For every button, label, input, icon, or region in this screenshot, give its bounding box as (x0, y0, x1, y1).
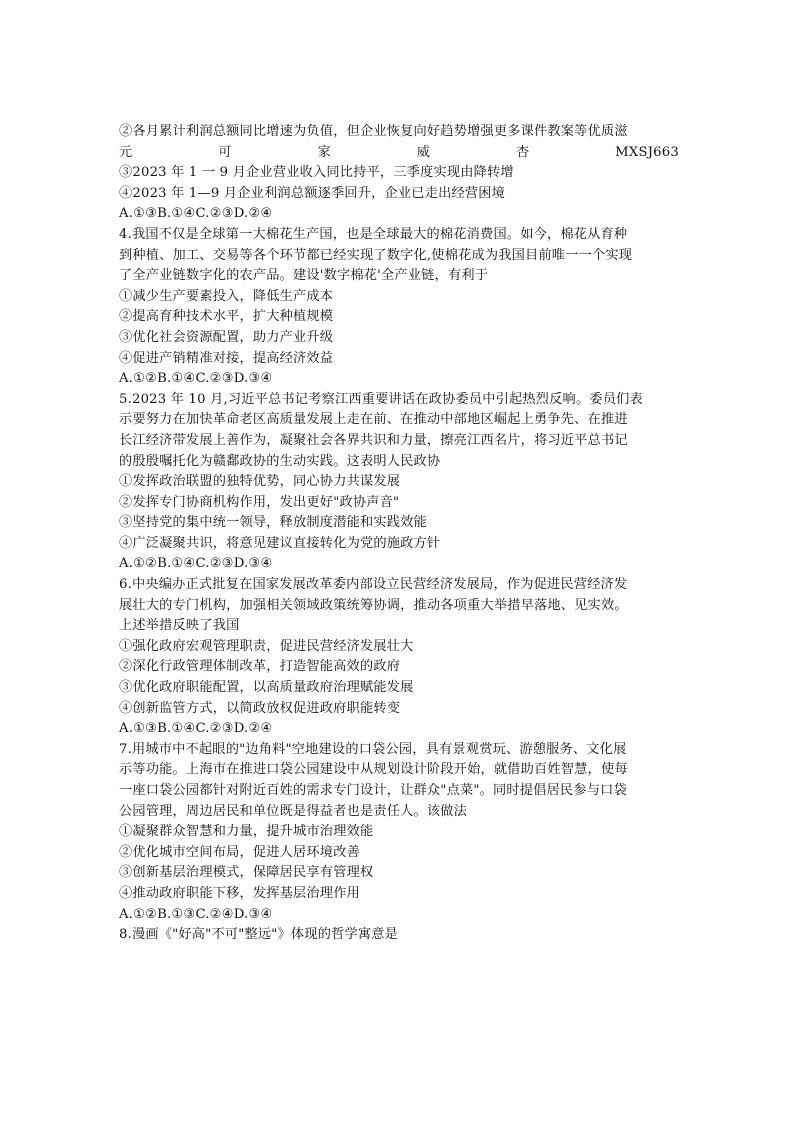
q7-option-1: ①凝聚群众智慧和力量，提升城市治理效能 (119, 824, 374, 840)
q6-stem-line: 上述举措反映了我国 (119, 618, 240, 634)
q4-stem-line: 到种植、加工、交易等各个环节都已经实现了数字化,使棉花成为我国目前唯一一个实现 (119, 247, 633, 263)
watermark-word: 威 (416, 144, 431, 160)
question-8 (119, 925, 679, 946)
q5-answer-choices: A.①②B.①④C.②③D.③④ (119, 556, 273, 572)
q5-option-4: ④广泛凝聚共识，将意见建议直接转化为党的施政方针 (119, 535, 441, 551)
watermark-word: 可 (218, 144, 232, 160)
q6-stem-line: 展壮大的专门机构，加强相关领域政策统筹协调，推动各项重大举措早落地、见实效。 (119, 597, 628, 613)
q4-answer-choices: A.①②B.①④C.②③D.③④ (119, 371, 273, 387)
q7-stem-line: 示等功能。上海市在推进口袋公园建设中从规划设计阶段开始，就借助百姓智慧，使每 (119, 762, 628, 778)
watermark-word: 杏 (515, 144, 530, 160)
q8-stem: 8.漫画《"好高"不可"整远"》体现的哲学寓意是 (119, 927, 399, 943)
watermark-word: MXSJ663 (615, 144, 679, 160)
q7-answer-choices: A.①②B.①③C.②④D.③④ (119, 906, 273, 922)
q3-option-4: ④2023 年 1—9 月企业利润总额逐季回升，企业已走出经营困境 (119, 185, 506, 201)
q7-option-4: ④推动政府职能下移，发挥基层治理作用 (119, 885, 360, 901)
question-7 (119, 740, 679, 925)
q5-stem-line: 示要努力在加快革命老区高质量发展上走在前、在推动中部地区崛起上勇争先、在推进 (119, 412, 628, 428)
q6-option-1: ①强化政府宏观管理职责，促进民营经济发展壮大 (119, 638, 414, 654)
q4-option-1: ①减少生产要素投入，降低生产成本 (119, 288, 334, 304)
q5-stem-line: 5.2023 年 10 月,习近平总书记考察江西重要讲话在政协委员中引起热烈反响。委员们表 (119, 391, 643, 407)
q6-option-3: ③优化政府职能配置，以高质量政府治理赋能发展 (119, 680, 414, 696)
q6-answer-choices: A.①③B.①④C.②③D.②④ (119, 721, 273, 737)
q6-option-2: ②深化行政管理体制改革，打造智能高效的政府 (119, 659, 401, 675)
q3-option-3: ③2023 年 1 一 9 月企业营业收入同比持平，三季度实现由降转增 (119, 165, 514, 181)
watermark-word: 元 (119, 144, 133, 160)
question-4 (119, 225, 679, 390)
q4-option-4: ④促进产销精准对接，提高经济效益 (119, 350, 334, 366)
document-page (119, 122, 679, 946)
question-6 (119, 575, 679, 740)
q5-stem-line: 长江经济带发展上善作为，凝聚社会各界共识和力量，擦亮江西名片，将习近平总书记 (119, 432, 628, 448)
q5-option-3: ③坚持党的集中统一领导，释放制度潜能和实践效能 (119, 515, 427, 531)
q4-stem-line: 4.我国不仅是全球第一大棉花生产国，也是全球最大的棉花消费国。如今，棉花从育种 (119, 226, 628, 242)
q4-stem-line: 了全产业链数字化的农产品。建设'数字棉花'全产业链，有利于 (119, 268, 489, 284)
watermark-line (119, 143, 679, 164)
q7-option-2: ②优化城市空间布局，促进人居环境改善 (119, 844, 360, 860)
watermark-word: 家 (317, 144, 331, 160)
q7-stem-line: 7.用城市中不起眼的"边角料"空地建设的口袋公园，具有景观赏玩、游憩服务、文化展 (119, 741, 627, 757)
question-3-tail (119, 122, 679, 225)
q5-option-1: ①发挥政治联盟的独特优势，同心协力共谋发展 (119, 474, 401, 490)
q6-stem-line: 6.中央编办正式批复在国家发展改革委内部设立民营经济发展局，作为促进民营经济发 (119, 577, 628, 593)
q4-option-2: ②提高育种技术水平，扩大种植规模 (119, 309, 334, 325)
q7-stem-line: 一座口袋公园都针对附近百姓的需求专门设计，让群众"点菜"。同时提倡居民参与口袋 (119, 783, 627, 798)
q3-answer-choices: A.①③B.①④C.②③D.②④ (119, 206, 273, 222)
q5-stem-line: 的殷殷嘱托化为赣鄱政协的生动实践。这表明人民政协 (119, 453, 441, 469)
q6-option-4: ④创新监管方式，以简政放权促进政府职能转变 (119, 700, 401, 716)
q3-option-2-line-1: ②各月累计利润总额同比增速为负值，但企业恢复向好趋势增强更多课件教案等优质滋 (119, 124, 628, 139)
q7-option-3: ③创新基层治理模式，保障居民享有管理权 (119, 865, 374, 881)
q7-stem-line: 公园管理，周边居民和单位既是得益者也是责任人。该做法 (119, 803, 468, 819)
q4-option-3: ③优化社会资源配置，助力产业升级 (119, 329, 334, 345)
q5-option-2: ②发挥专门协商机构作用，发出更好"政协声音" (119, 494, 400, 510)
question-5 (119, 390, 679, 575)
